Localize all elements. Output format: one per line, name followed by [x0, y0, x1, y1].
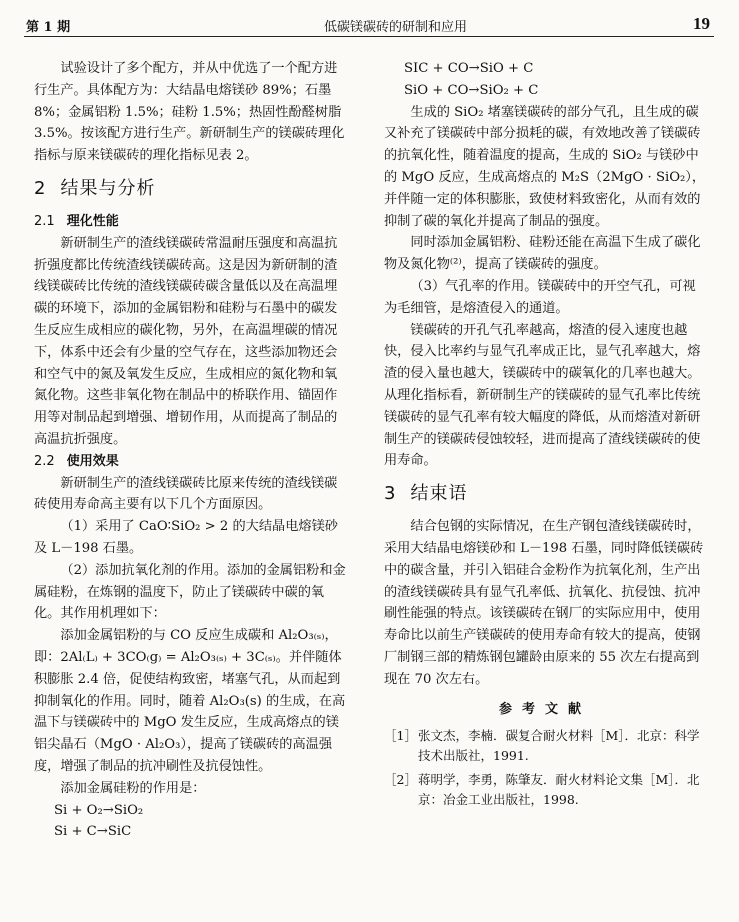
equation: Si + C→SiC — [54, 824, 132, 840]
subsection-number: 2.2 — [34, 453, 55, 469]
left-column — [34, 58, 348, 843]
right-column — [384, 58, 706, 814]
reference-text: 张文杰，李楠．碳复合耐火材料［M］．北京：科学技术出版社，1991. — [418, 728, 700, 764]
paragraph: （2）添加抗氧化剂的作用。添加的金属铝粉和金属硅粉，在炼钢的温度下，防止了镁碳砖中碳的氧化。其作用机理如下： — [34, 562, 346, 622]
paragraph: 添加金属硅粉的作用是： — [60, 780, 206, 796]
running-title: 低碳镁碳砖的研制和应用 — [324, 20, 468, 35]
section-number: 2 — [34, 177, 47, 199]
paragraph: 添加金属铝粉的与 CO 反应生成碳和 Al₂O₃₍ₛ₎，即：2Al₍L₎ + 3CO₍g₎ = Al₂O₃₍ₛ₎ + 3C₍ₛ₎。并伴随体积膨胀 2.4 倍，促使结构致密，堵塞气孔，从而起到抑制氧化的作用。同时，随着 Al₂O₃(s) 的生成，在高温下与镁碳砖中的 MgO 发生反应，生成高熔点的镁铝尖晶石（MgO · Al₂O₃），提高了镁碳砖的高温强度，增强了制品的抗冲刷性及抗侵蚀性。 — [34, 628, 346, 774]
paragraph: 镁碳砖的开孔气孔率越高，熔渣的侵入速度也越快，侵入比率约与显气孔率成正比，显气孔率越大，熔渣的侵入量也越大，镁碳砖中的碳氧化的几率也越大。从理化指标看，新研制生产的镁碳砖的显气孔率比传统镁碳砖的显气孔率有较大幅度的降低，从而熔渣对新研制生产的镁碳砖侵蚀较轻，进而提高了渣线镁碳砖的使用寿命。 — [384, 322, 701, 469]
reference-text: 蒋明学，李勇，陈肇友．耐火材料论文集［M］．北京：冶金工业出版社，1998. — [418, 772, 700, 808]
section-number: 3 — [384, 483, 397, 505]
paragraph: （3）气孔率的作用。镁碳砖中的开空气孔，可视为毛细管，是熔渣侵入的通道。 — [384, 278, 696, 316]
equation: Si + O₂→SiO₂ — [54, 802, 144, 818]
paragraph: 生成的 SiO₂ 堵塞镁碳砖的部分气孔，且生成的碳又补充了镁碳砖中部分损耗的碳，有效地改善了镁碳砖的抗氧化性，随着温度的提高，生成的 SiO₂ 与镁砂中的 MgO 反应，生成高熔点的 M₂S（2MgO · SiO₂），并伴随一定的体积膨胀，致使材料致密化，从而有效的抑制了碳的氧化并提高了制品的强度。 — [384, 104, 706, 229]
page-number: 19 — [693, 14, 710, 33]
reference-number: ［1］ — [384, 728, 417, 744]
section-title: 结束语 — [410, 483, 468, 505]
reference-item — [384, 726, 706, 766]
section-heading-2 — [34, 177, 348, 201]
subsection-title: 理化性能 — [66, 213, 119, 229]
paragraph: 新研制生产的渣线镁碳砖比原来传统的渣线镁碳砖使用寿命高主要有以下几个方面原因。 — [34, 475, 338, 513]
running-header — [24, 14, 714, 37]
paragraph: 试验设计了多个配方，并从中优选了一个配方进行生产。具体配方为：大结晶电熔镁砂 89%；石墨 8%；金属铝粉 1.5%；硅粉 1.5%；热固性酚醛树脂 3.5%。按该配方进行生产。新研制生产的镁碳砖理化指标与原来镁碳砖的理化指标见表 2。 — [34, 61, 345, 164]
equation: SIC + CO→SiO + C — [404, 61, 534, 76]
subsection-heading-2-2 — [34, 451, 348, 473]
section-title: 结果与分析 — [60, 177, 156, 199]
paragraph: 结合包钢的实际情况，在生产钢包渣线镁碳砖时，采用大结晶电熔镁砂和 L－198 石墨，同时降低镁碳砖中的碳含量，并引入铝硅合金粉作为抗氧化剂，生产出的渣线镁碳砖具有显气孔率低、抗氧化、抗侵蚀、抗冲刷性能强的特点。该镁碳砖在钢厂的实际应用中，使用寿命比以前生产镁碳砖的使用寿命有较大的提高，使钢厂制钢三部的精炼钢包罐龄由原来的 55 次左右提高到现在 70 次左右。 — [384, 519, 704, 687]
issue-label: 第 1 期 — [26, 20, 71, 35]
reference-item — [384, 770, 706, 810]
section-heading-3 — [384, 482, 706, 506]
reference-number: ［2］ — [384, 772, 417, 788]
equation: SiO + CO→SiO₂ + C — [404, 82, 539, 98]
paragraph: 新研制生产的渣线镁碳砖常温耐压强度和高温抗折强度都比传统渣线镁碳砖高。这是因为新研制的渣线镁碳砖比传统的渣线镁碳砖碳含量低以及在高温埋碳的环境下，添加的金属铝粉和硅粉与石墨中的碳发生反应生成相应的碳化物，另外，在高温埋碳的情况下，体系中还会有少量的空气存在，这些添加物还会和空气中的氮及氧发生反应，生成相应的氮化物和氧氮化物。这些非氧化物在制品中的桥联作用、锚固作用等对制品起到增强、增韧作用，从而提高了制品的高温抗折强度。 — [34, 235, 338, 447]
references-heading: 参考文献 — [498, 701, 591, 717]
paragraph: 同时添加金属铝粉、硅粉还能在高温下生成了碳化物及氮化物⁽²⁾，提高了镁碳砖的强度。 — [384, 235, 701, 273]
subsection-title: 使用效果 — [66, 453, 119, 469]
paragraph: （1）采用了 CaO∶SiO₂ > 2 的大结晶电熔镁砂及 L－198 石墨。 — [34, 519, 338, 556]
subsection-number: 2.1 — [34, 213, 55, 229]
subsection-heading-2-1 — [34, 211, 348, 233]
